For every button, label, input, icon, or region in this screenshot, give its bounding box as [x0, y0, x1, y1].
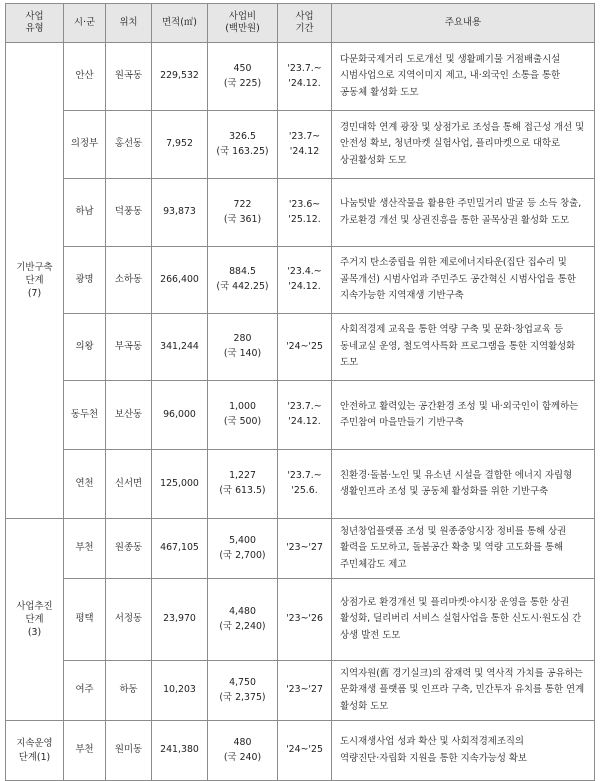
header-location: 위치	[106, 4, 152, 43]
city-cell: 광명	[64, 247, 106, 314]
table-row	[6, 111, 595, 179]
city-cell: 안산	[64, 43, 106, 111]
content-cell: 안전하고 활력있는 공간환경 조성 및 내·외국인이 함께하는 주민참여 마을만들기 기반구축	[332, 381, 595, 450]
location-cell: 원종동	[106, 519, 152, 579]
area-cell: 241,380	[152, 721, 208, 781]
area-cell: 229,532	[152, 43, 208, 111]
location-cell: 신서면	[106, 450, 152, 519]
location-cell: 원곡동	[106, 43, 152, 111]
area-cell: 266,400	[152, 247, 208, 314]
content-cell: 주거지 탄소중립을 위한 제로에너지타운(집단 집수리 및 골목개선) 시범사업과 주민주도 공간혁신 시범사업을 통한 지속가능한 지역재생 기반구축	[332, 247, 595, 314]
cost-cell: 722 (국 361)	[208, 179, 278, 247]
city-cell: 의정부	[64, 111, 106, 179]
period-cell: '23.7.~ '24.12.	[278, 43, 332, 111]
period-cell: '24~'25	[278, 314, 332, 381]
table-row	[6, 381, 595, 450]
location-cell: 소하동	[106, 247, 152, 314]
cost-cell: 280 (국 140)	[208, 314, 278, 381]
content-cell: 지역자원(舊 경기실크)의 잠재력 및 역사적 가치를 공유하는 문화재생 플랫폼 및 인프라 구축, 민간투자 유치를 통한 연계 활성화 도모	[332, 661, 595, 721]
city-cell: 부천	[64, 721, 106, 781]
content-cell: 청년창업플랫폼 조성 및 원종중앙시장 정비를 통해 상권 활력을 도모하고, 돌봄공간 확충 및 역량 고도화를 통해 주민체감도 제고	[332, 519, 595, 579]
city-cell: 부천	[64, 519, 106, 579]
content-cell: 사회적경제 교육을 통한 역량 구축 및 문화·창업교육 등 동네교실 운영, 철도역사특화 프로그램을 통한 지역활성화 도모	[332, 314, 595, 381]
table-row	[6, 579, 595, 661]
content-cell: 경민대학 연계 광장 및 상점가로 조성을 통해 접근성 개선 및 안전성 확보, 청년마켓 실험사업, 플리마켓으로 대학로 상권활성화 도모	[332, 111, 595, 179]
city-cell: 여주	[64, 661, 106, 721]
content-cell: 도시재생사업 성과 확산 및 사회적경제조직의 역량진단·자립화 지원을 통한 지속가능성 확보	[332, 721, 595, 781]
area-cell: 23,970	[152, 579, 208, 661]
header-content: 주요내용	[332, 4, 595, 43]
header-cost: 사업비 (백만원)	[208, 4, 278, 43]
group-label: 기반구축 단계 (7)	[6, 43, 64, 519]
period-cell: '23.7.~ '25.6.	[278, 450, 332, 519]
area-cell: 10,203	[152, 661, 208, 721]
period-cell: '23~'27	[278, 519, 332, 579]
location-cell: 덕풍동	[106, 179, 152, 247]
table-row	[6, 43, 595, 111]
table-row	[6, 661, 595, 721]
content-cell: 다문화국제거리 도로개선 및 생활폐기물 거점배출시설 시범사업으로 지역이미지 제고, 내·외국인 소통을 통한 공동체 활성화 도모	[332, 43, 595, 111]
period-cell: '23.4.~ '24.12.	[278, 247, 332, 314]
period-cell: '23.7~ '24.12	[278, 111, 332, 179]
project-table	[5, 3, 595, 781]
period-cell: '23~'26	[278, 579, 332, 661]
area-cell: 467,105	[152, 519, 208, 579]
location-cell: 부곡동	[106, 314, 152, 381]
group-label: 지속운영 단계(1)	[6, 721, 64, 781]
cost-cell: 1,000 (국 500)	[208, 381, 278, 450]
cost-cell: 4,750 (국 2,375)	[208, 661, 278, 721]
header-type: 사업 유형	[6, 4, 64, 43]
period-cell: '23.7.~ '24.12.	[278, 381, 332, 450]
period-cell: '24~'25	[278, 721, 332, 781]
area-cell: 7,952	[152, 111, 208, 179]
header-period: 사업 기간	[278, 4, 332, 43]
table-body	[6, 43, 595, 781]
header-city: 시·군	[64, 4, 106, 43]
cost-cell: 326.5 (국 163.25)	[208, 111, 278, 179]
cost-cell: 1,227 (국 613.5)	[208, 450, 278, 519]
cost-cell: 480 (국 240)	[208, 721, 278, 781]
group-label: 사업추진 단계 (3)	[6, 519, 64, 721]
area-cell: 96,000	[152, 381, 208, 450]
period-cell: '23~'27	[278, 661, 332, 721]
table-row	[6, 247, 595, 314]
area-cell: 93,873	[152, 179, 208, 247]
city-cell: 하남	[64, 179, 106, 247]
location-cell: 서정동	[106, 579, 152, 661]
cost-cell: 5,400 (국 2,700)	[208, 519, 278, 579]
city-cell: 평택	[64, 579, 106, 661]
cost-cell: 450 (국 225)	[208, 43, 278, 111]
table-row	[6, 314, 595, 381]
location-cell: 홍선동	[106, 111, 152, 179]
content-cell: 친환경·돌봄·노인 및 유소년 시설을 결합한 에너지 자립형 생활인프라 조성 및 공동체 활성화를 위한 기반구축	[332, 450, 595, 519]
period-cell: '23.6~ '25.12.	[278, 179, 332, 247]
area-cell: 125,000	[152, 450, 208, 519]
cost-cell: 884.5 (국 442.25)	[208, 247, 278, 314]
city-cell: 의왕	[64, 314, 106, 381]
table-row	[6, 721, 595, 781]
table-row	[6, 450, 595, 519]
location-cell: 원미동	[106, 721, 152, 781]
location-cell: 보산동	[106, 381, 152, 450]
location-cell: 하동	[106, 661, 152, 721]
table-row	[6, 519, 595, 579]
table-row	[6, 179, 595, 247]
cost-cell: 4,480 (국 2,240)	[208, 579, 278, 661]
content-cell: 상점가로 환경개선 및 플리마켓·야시장 운영을 통한 상권 활성화, 딜리버리 서비스 실험사업을 통한 신도시·원도심 간 상생 발전 도모	[332, 579, 595, 661]
city-cell: 연천	[64, 450, 106, 519]
content-cell: 나눔텃밭 생산작물을 활용한 주민밀거리 발굴 등 소득 창출, 가로환경 개선 및 상권진흥을 통한 골목상권 활성화 도모	[332, 179, 595, 247]
header-row	[6, 4, 595, 43]
header-area: 면적(㎡)	[152, 4, 208, 43]
area-cell: 341,244	[152, 314, 208, 381]
city-cell: 동두천	[64, 381, 106, 450]
